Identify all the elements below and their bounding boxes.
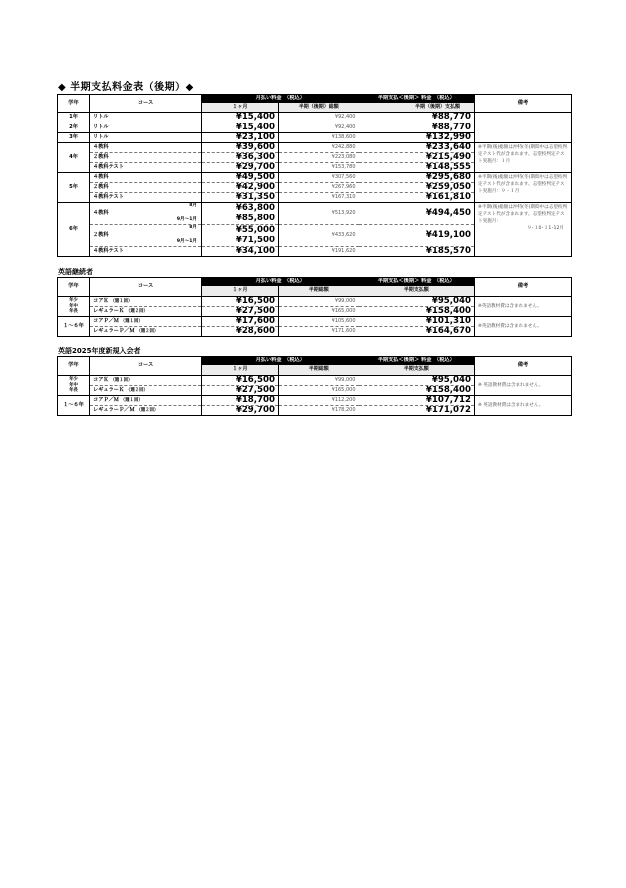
monthly-price: ¥16,500 (202, 376, 279, 386)
halfterm-total: ¥433,620 (331, 232, 356, 238)
subheader-1month: １ヶ月 (202, 365, 279, 376)
halfterm-pay: ¥88,770 (359, 113, 475, 123)
grade-cell: 6年 (58, 203, 90, 257)
course-cell (90, 376, 202, 386)
frequency: （週１回） (120, 318, 143, 324)
monthly-price: ¥23,100 (202, 133, 279, 143)
frequency: （週２回） (136, 328, 159, 334)
course-cell (90, 307, 202, 317)
halfterm-total: ¥167,310 (331, 194, 356, 200)
monthly-price: ¥16,500 (202, 297, 279, 307)
subheader-total: 半期総額 (279, 286, 359, 297)
course-cell (90, 225, 202, 247)
header-grade: 学年 (58, 357, 90, 376)
table-row (58, 297, 572, 307)
halfterm-total: ¥191,620 (331, 248, 356, 254)
course-cell: ２教科 (90, 183, 202, 193)
monthly-price: ¥42,900 (202, 183, 279, 193)
halfterm-pay: ¥95,040 (359, 376, 475, 386)
halfterm-total: ¥307,560 (331, 174, 356, 180)
course-cell: ４教科テスト (90, 247, 202, 257)
grade-cell: １～６年 (58, 396, 90, 416)
course-cell: ４教科 (90, 143, 202, 153)
halfterm-pay: ¥148,555 (359, 163, 475, 173)
course-cell (90, 297, 202, 307)
note-cell: ※ 英語教材費は含まれません。 (478, 383, 544, 389)
monthly-price: ¥71,500 (202, 236, 279, 247)
course-cell (90, 406, 202, 416)
header-note: 備考 (517, 283, 529, 290)
fee-table-main (57, 94, 572, 257)
course-name: ４教科 (93, 209, 109, 216)
frequency: （週２回） (125, 387, 148, 393)
course-cell: ４教科テスト (90, 163, 202, 173)
monthly-price: ¥29,700 (202, 406, 279, 416)
grade-cell: １～６年 (58, 317, 90, 337)
header-halfterm: 半期支払＜後期＞ 料金 （税込） (359, 357, 475, 365)
halfterm-pay: ¥494,450 (359, 203, 475, 225)
note-cell (475, 203, 572, 257)
halfterm-pay: ¥158,400 (359, 307, 475, 317)
header-halfterm: 半期支払＜後期＞ 料金 （税込） (359, 95, 475, 103)
frequency: （週１回） (110, 298, 133, 304)
monthly-price: ¥18,700 (202, 396, 279, 406)
halfterm-pay: ¥88,770 (359, 123, 475, 133)
halfterm-pay: ¥161,810 (359, 193, 475, 203)
halfterm-pay: ¥215,490 (359, 153, 475, 163)
halfterm-total: ¥138,600 (331, 134, 356, 140)
subheader-1month: １ヶ月 (202, 103, 279, 113)
table-row (58, 317, 572, 327)
note-cell: ※半期(後)総額は沖特(冬)期間中は志望校判定テスト代が含まれます。志望校判定テスト実施月：１月 (475, 143, 572, 173)
course-name: レギュラーＫ (93, 386, 125, 393)
grade-cell: 4年 (58, 143, 90, 173)
halfterm-total: ¥99,000 (334, 298, 356, 304)
monthly-price: ¥31,350 (202, 193, 279, 203)
monthly-price: ¥15,400 (202, 113, 279, 123)
course-name: レギュラーＰ／Ｍ (93, 406, 135, 413)
course-name: コアＰ／Ｍ (93, 317, 119, 324)
halfterm-total: ¥165,000 (331, 387, 356, 393)
header-course: コース (90, 357, 202, 376)
course-cell: リトル (90, 113, 202, 123)
grade-cell: 年少 年中 年長 (58, 376, 90, 396)
halfterm-total: ¥513,920 (331, 210, 356, 216)
header-course: コース (90, 278, 202, 297)
table-row (58, 143, 572, 153)
month-label: 9月～1月 (176, 239, 197, 245)
frequency: （週１回） (110, 377, 133, 383)
course-name: コアＰ／Ｍ (93, 396, 119, 403)
halfterm-total: ¥223,080 (331, 154, 356, 160)
course-name: コアＫ (93, 297, 109, 304)
course-cell: リトル (90, 133, 202, 143)
subheader-total: 半期総額 (279, 365, 359, 376)
course-cell (90, 396, 202, 406)
course-name: レギュラーＫ (93, 307, 125, 314)
header-halfterm: 半期支払＜後期＞ 料金 （税込） (359, 278, 475, 286)
halfterm-pay: ¥101,310 (359, 317, 475, 327)
fee-table-english-continuing (57, 277, 572, 337)
frequency: （週２回） (136, 407, 159, 413)
halfterm-total: ¥99,000 (334, 377, 356, 383)
note-months: ９･１0･１1･12月 (527, 225, 564, 231)
halfterm-total: ¥165,000 (331, 308, 356, 314)
monthly-price: ¥15,400 (202, 123, 279, 133)
table-row (58, 113, 572, 123)
subheader-pay: 半期支払額 (359, 365, 475, 376)
monthly-price: ¥39,600 (202, 143, 279, 153)
subheader-1month: １ヶ月 (202, 286, 279, 297)
halfterm-pay: ¥233,640 (359, 143, 475, 153)
monthly-price: ¥29,700 (202, 163, 279, 173)
grade-cell: 2年 (58, 123, 90, 133)
monthly-price: ¥63,800 (202, 203, 279, 214)
halfterm-pay: ¥419,100 (359, 225, 475, 247)
halfterm-total: ¥267,960 (331, 184, 356, 190)
section-label-continuing: 英語継続者 (58, 268, 93, 276)
halfterm-total: ¥112,200 (331, 397, 356, 403)
course-cell: ４教科 (90, 173, 202, 183)
frequency: （週１回） (120, 397, 143, 403)
halfterm-pay: ¥158,400 (359, 386, 475, 396)
halfterm-total: ¥242,880 (331, 144, 356, 150)
course-cell: ４教科テスト (90, 193, 202, 203)
course-cell (90, 327, 202, 337)
grade-cell: 3年 (58, 133, 90, 143)
header-monthly: 月払い料金 （税込） (202, 95, 359, 103)
monthly-price: ¥36,300 (202, 153, 279, 163)
monthly-price: ¥28,600 (202, 327, 279, 337)
halfterm-pay: ¥171,072 (359, 406, 475, 416)
monthly-price: ¥27,500 (202, 307, 279, 317)
course-cell: リトル (90, 123, 202, 133)
header-monthly: 月払い料金 （税込） (202, 278, 359, 286)
table-row (58, 173, 572, 183)
halfterm-total: ¥178,200 (331, 407, 356, 413)
monthly-price: ¥85,800 (202, 214, 279, 225)
monthly-price: ¥55,000 (202, 225, 279, 236)
subheader-halfterm-pay: 半期（後期）支払額 (359, 103, 475, 113)
grade-cell: 5年 (58, 173, 90, 203)
monthly-price: ¥34,100 (202, 247, 279, 257)
monthly-price: ¥17,600 (202, 317, 279, 327)
monthly-price: ¥49,500 (202, 173, 279, 183)
table-row (58, 396, 572, 406)
note-cell: ※ 英語教材費は含まれません。 (475, 396, 572, 416)
course-cell (90, 386, 202, 396)
subheader-halfterm-total: 半期（後期）総額 (279, 103, 359, 113)
note-cell: ※半期(後)総額は沖特(冬)期間中は志望校判定テスト代が含まれます。志望校判定テスト実施月：９・１月 (475, 173, 572, 203)
month-label: 8月 (189, 225, 197, 230)
course-cell (90, 317, 202, 327)
grade-cell: 1年 (58, 113, 90, 123)
header-grade: 学年 (58, 95, 90, 113)
course-name: コアＫ (93, 376, 109, 383)
header-note: 備考 (517, 362, 529, 369)
halfterm-pay: ¥107,712 (359, 396, 475, 406)
halfterm-pay: ¥295,680 (359, 173, 475, 183)
halfterm-pay: ¥164,670 (359, 327, 475, 337)
course-cell: ２教科 (90, 153, 202, 163)
subheader-pay: 半期支払額 (359, 286, 475, 297)
note-text: ※半期(後)総額は沖特(冬)期間中は志望校判定テスト代が含まれます。志望校判定テスト実施月： (478, 205, 568, 224)
grade-cell: 年少 年中 年長 (58, 297, 90, 317)
course-cell (90, 203, 202, 225)
fee-table-english-new (57, 356, 572, 416)
section-label-new: 英語2025年度新規入会者 (58, 347, 141, 355)
note-cell (475, 113, 572, 143)
frequency: （週２回） (125, 308, 148, 314)
table-row (58, 203, 572, 214)
note-cell: ※英語教材費は含まれません。 (478, 304, 542, 310)
header-monthly: 月払い料金 （税込） (202, 357, 359, 365)
month-label: 8月 (189, 203, 197, 208)
header-course: コース (90, 95, 202, 113)
halfterm-pay: ¥259,050 (359, 183, 475, 193)
halfterm-total: ¥153,780 (331, 164, 356, 170)
monthly-price: ¥27,500 (202, 386, 279, 396)
page-title: ◆ 半期支払料金表（後期）◆ (58, 82, 194, 93)
table-row (58, 376, 572, 386)
halfterm-pay: ¥185,570 (359, 247, 475, 257)
note-cell: ※英語教材費は含まれません。 (475, 317, 572, 337)
halfterm-total: ¥105,600 (331, 318, 356, 324)
month-label: 9月～1月 (176, 217, 197, 223)
halfterm-total: ¥92,400 (334, 114, 356, 121)
halfterm-pay: ¥132,990 (359, 133, 475, 143)
course-name: レギュラーＰ／Ｍ (93, 327, 135, 334)
header-note: 備考 (517, 99, 529, 106)
halfterm-pay: ¥95,040 (359, 297, 475, 307)
header-grade: 学年 (58, 278, 90, 297)
course-name: ２教科 (93, 231, 109, 238)
halfterm-total: ¥92,400 (334, 123, 356, 130)
halfterm-total: ¥171,600 (331, 328, 356, 334)
